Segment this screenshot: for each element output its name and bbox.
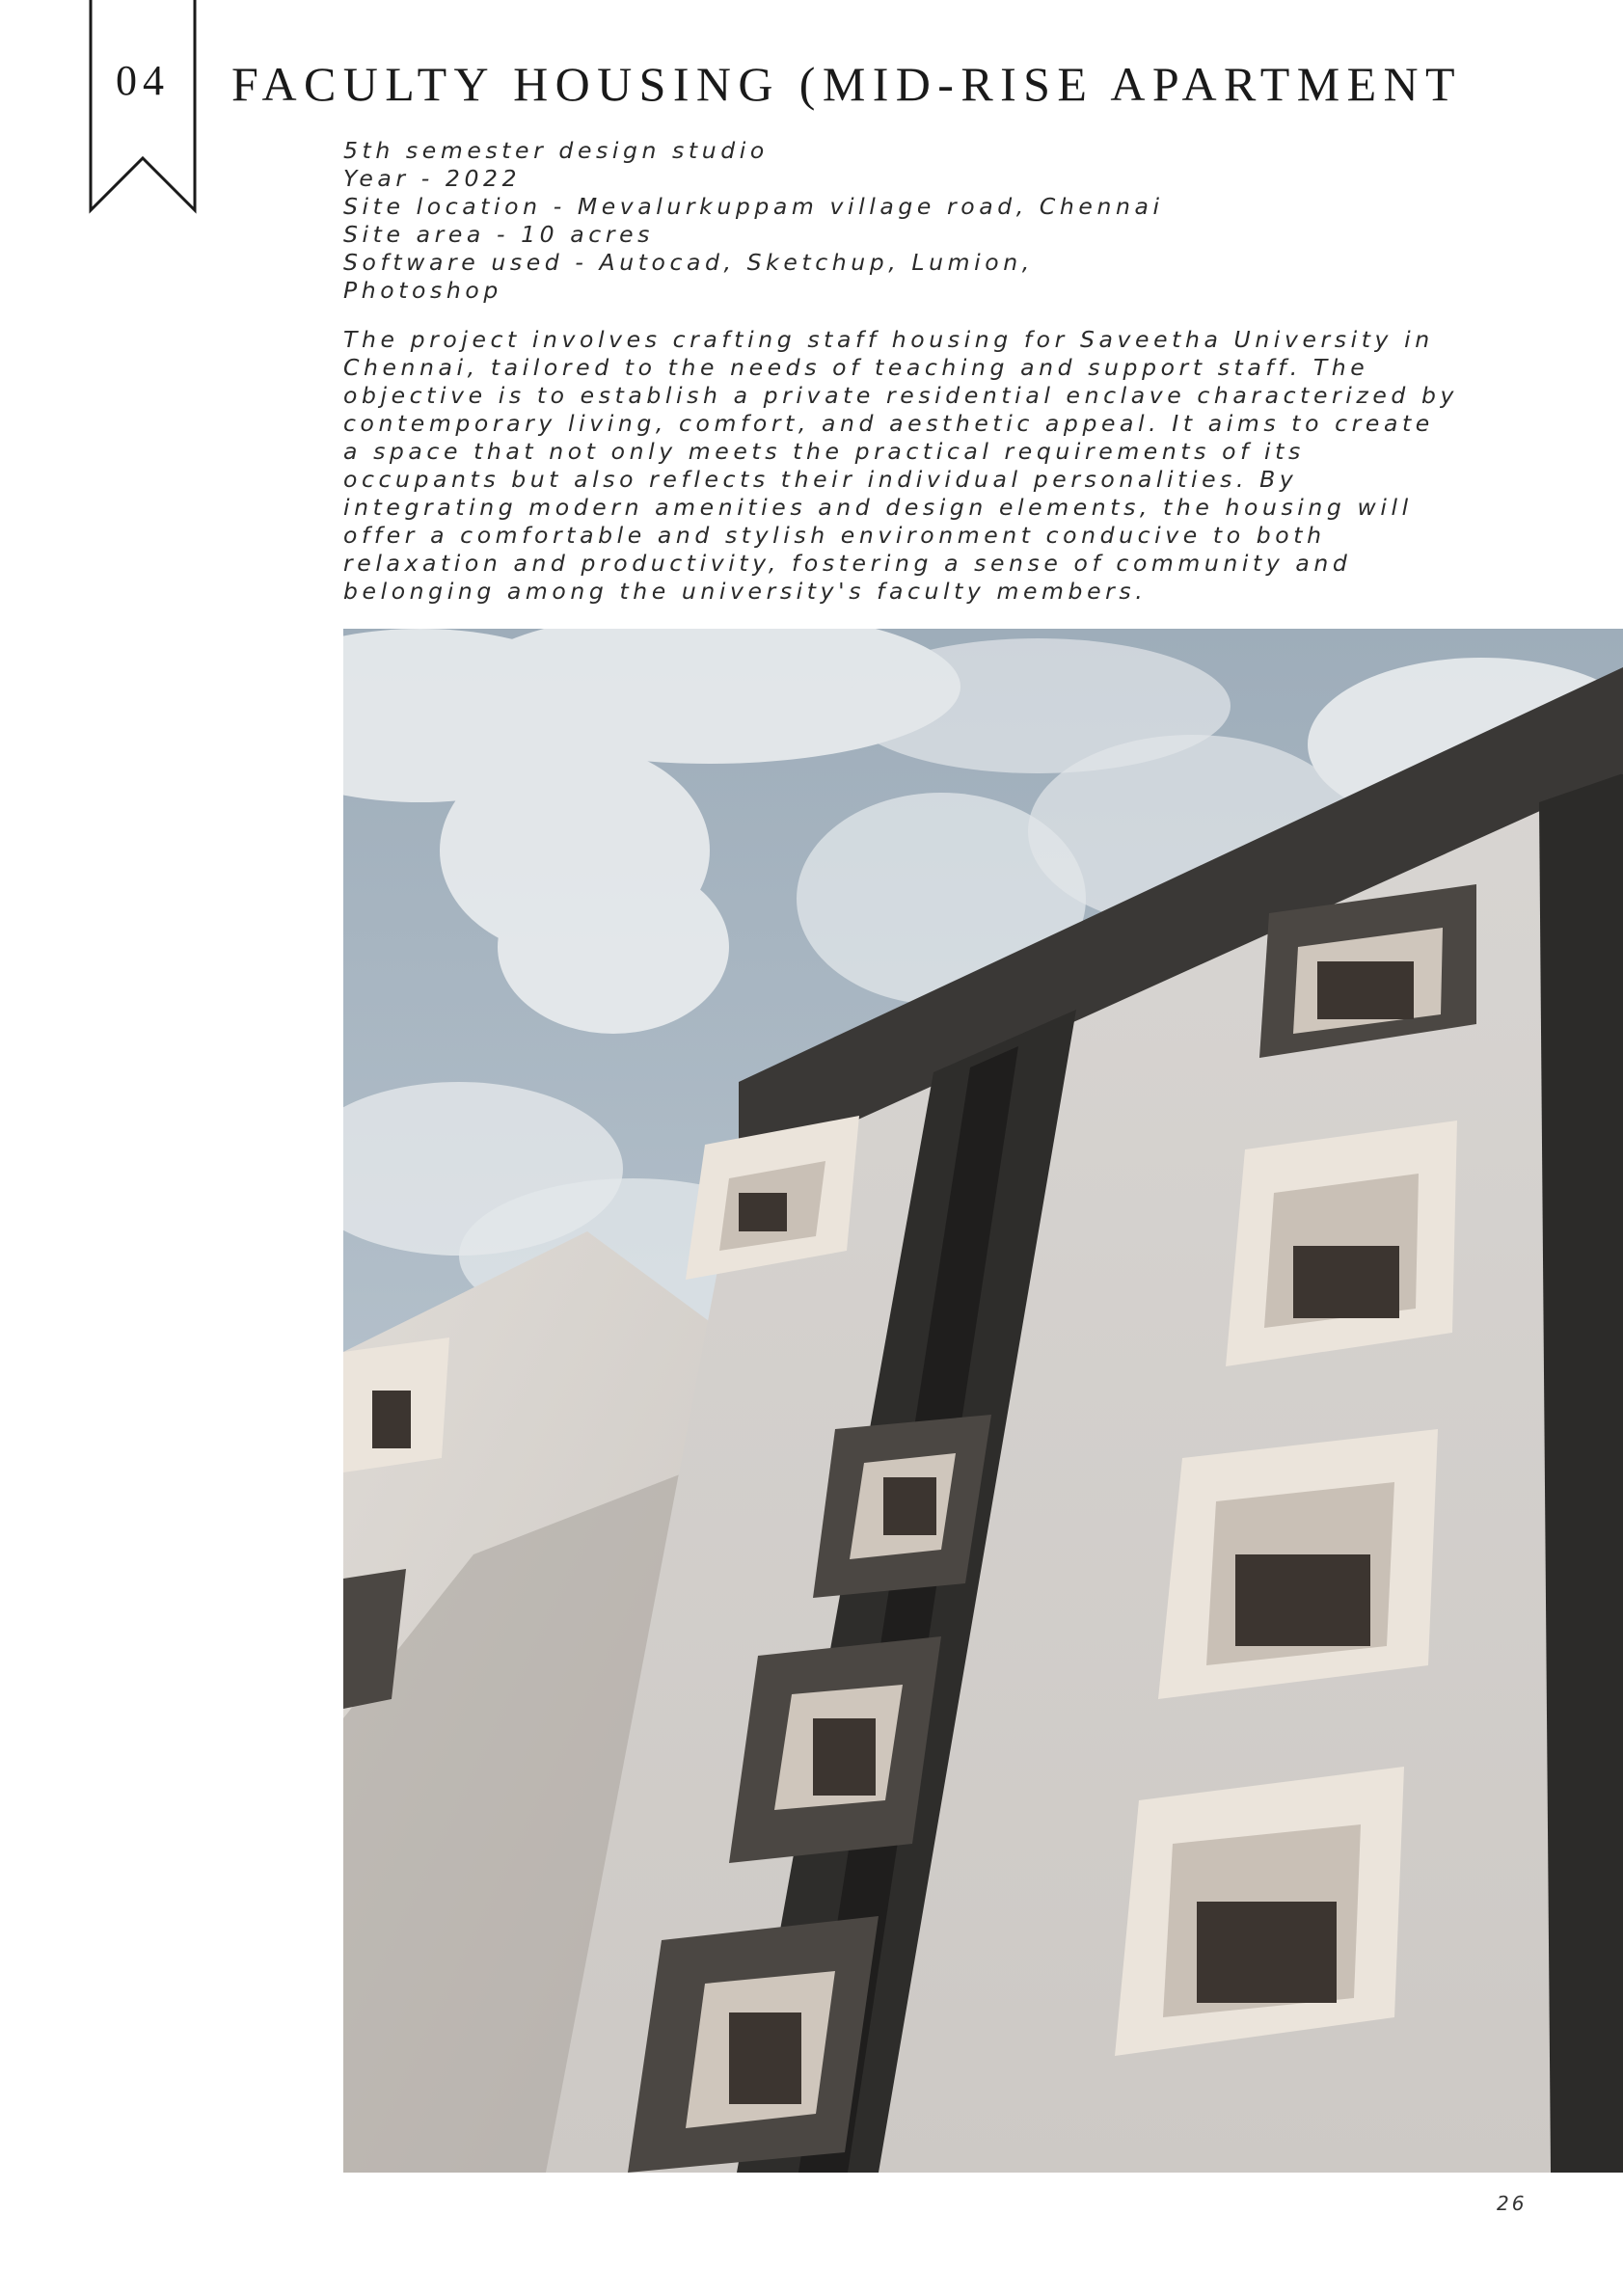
project-info-software: Software used - Autocad, Sketchup, Lumion, [343,249,1034,276]
project-description [343,326,1472,606]
project-info-site-area: Site area - 10 acres [343,221,654,248]
bookmark-ribbon-icon [89,0,197,214]
window-frame-dark [628,1916,879,2173]
section-number: 04 [116,57,170,104]
description-line: belonging among the university's faculty members. [343,578,1148,605]
window-frame-light [1158,1429,1438,1699]
building-render-image [343,629,1623,2173]
page-number: 26 [1497,2192,1528,2215]
project-info-year: Year - 2022 [343,165,522,192]
window-frame-light [1115,1767,1404,2056]
window-glass [372,1391,411,1448]
description-line: offer a comfortable and stylish environment conducive to both [343,522,1326,549]
description-line: Chennai, tailored to the needs of teaching and support staff. The [343,354,1369,381]
project-info-site-location: Site location - Mevalurkuppam village road, Chennai [343,193,1164,220]
description-line: occupants but also reflects their individual personalities. By [343,466,1298,493]
recess-strip-right [1539,773,1623,2173]
section-title: FACULTY HOUSING (MID-RISE APARTMENT [231,57,1462,111]
description-line: contemporary living, comfort, and aesthetic appeal. It aims to create [343,410,1434,437]
description-line: integrating modern amenities and design elements, the housing will [343,494,1413,521]
window-frame-light [1226,1121,1457,1366]
window-frame-dark [729,1636,941,1863]
description-line: relaxation and productivity, fostering a sense of community and [343,550,1352,577]
project-info-studio: 5th semester design studio [343,137,769,164]
description-line: The project involves crafting staff housing for Saveetha University in [343,326,1434,353]
description-line: objective is to establish a private residential enclave characterized by [343,382,1459,409]
project-info-software-cont: Photoshop [343,277,502,304]
description-line: a space that not only meets the practical requirements of its [343,438,1305,465]
window-frame-dark [813,1415,991,1598]
project-info [343,137,1462,305]
